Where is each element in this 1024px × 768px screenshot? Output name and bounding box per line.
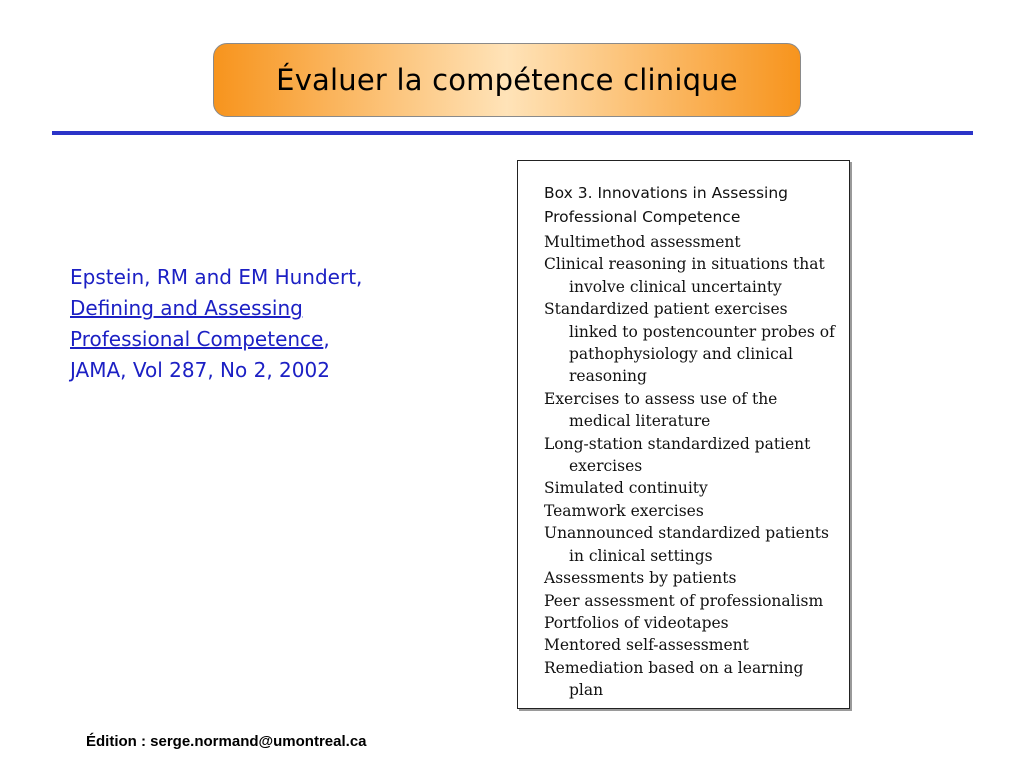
citation-journal: JAMA, Vol 287, No 2, 2002 [70,358,330,382]
box-title-line2: Professional Competence [544,208,741,226]
slide-title: Évaluer la compétence clinique [276,63,738,97]
innovations-box [517,160,850,709]
title-divider [52,131,973,135]
citation [70,262,490,386]
list-item: Teamwork exercises [544,501,704,520]
list-item: Peer assessment of professionalism [544,591,824,610]
list-item: Simulated continuity [544,479,708,498]
list-item: Exercises to assess use of the medical literature [544,389,778,431]
citation-authors: Epstein, RM and EM Hundert, [70,265,363,289]
innovations-list [544,231,839,702]
list-item: Long-station standardized patient exercises [544,434,811,476]
list-item: Unannounced standardized patients in clinical settings [544,524,829,565]
citation-link-part1[interactable]: Defining and Assessing [70,296,303,320]
list-item: Mentored self-assessment [544,636,749,655]
citation-comma: , [323,327,330,351]
citation-link-line [70,324,490,355]
list-item: Remediation based on a learning plan [544,658,804,700]
box-title-line1: Box 3. Innovations in Assessing [544,184,788,202]
list-item: Multimethod assessment [544,233,741,251]
list-item: Assessments by patients [544,569,737,588]
footer-edition: Édition : serge.normand@umontreal.ca [86,733,367,750]
list-item: Portfolios of videotapes [544,613,729,632]
box-title [544,181,839,229]
citation-link-line [70,293,490,324]
list-item: Standardized patient exercises linked to postencounter probes of pathophysiology and clinical reasoning [544,300,835,386]
title-banner [213,43,801,117]
citation-link-part2[interactable]: Professional Competence [70,327,324,351]
list-item: Clinical reasoning in situations that involve clinical uncertainty [544,255,825,296]
